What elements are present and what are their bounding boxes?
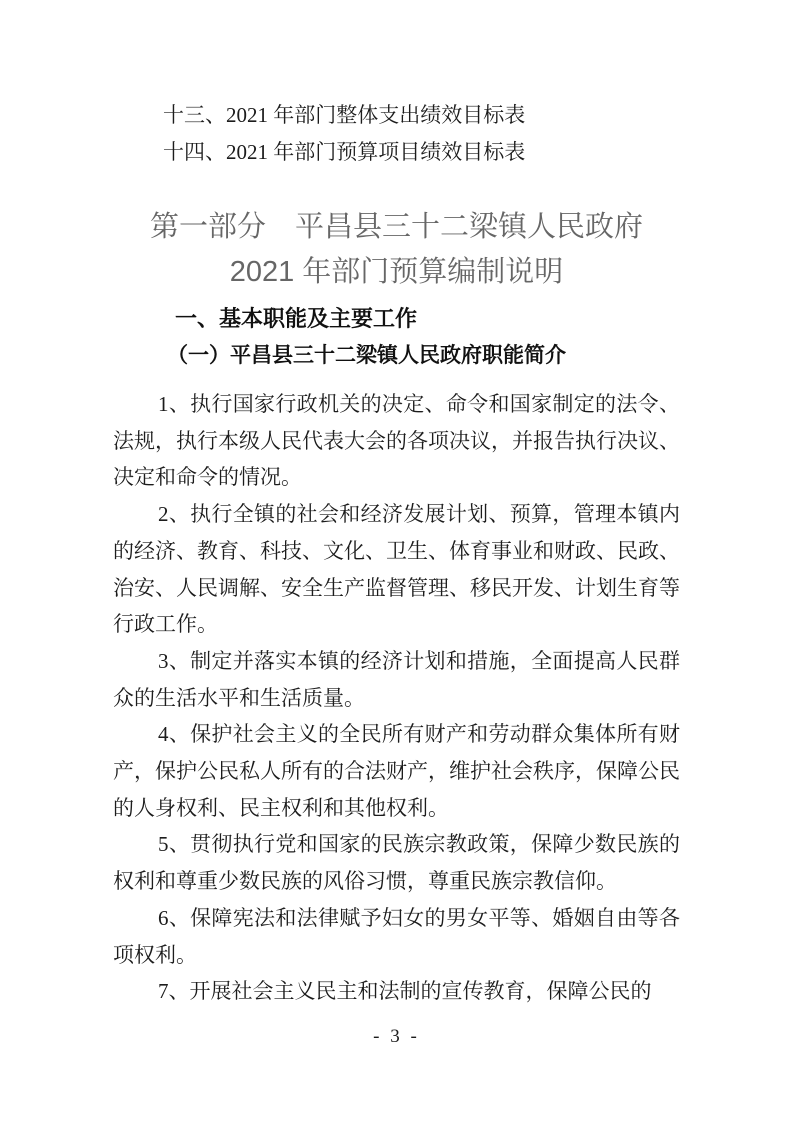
document-title-line1: 第一部分 平昌县三十二梁镇人民政府 (149, 211, 643, 243)
table-of-contents (113, 97, 680, 171)
page-number: - 3 - (373, 1026, 420, 1047)
section-heading: 一、基本职能及主要工作 (175, 306, 418, 331)
body-text (113, 386, 680, 1010)
toc-item-13: 十三、2021 年部门整体支出绩效目标表 (163, 103, 526, 127)
body-paragraph-4: 4、保护社会主义的全民所有财产和劳动群众集体所有财产，保护公民私人所有的合法财产，维护社会秩序，保障公民的人身权利、民主权利和其他权利。 (113, 722, 680, 820)
body-paragraph-5: 5、贯彻执行党和国家的民族宗教政策，保障少数民族的权利和尊重少数民族的风俗习惯，尊重民族宗教信仰。 (113, 832, 680, 894)
document-title (113, 205, 680, 295)
body-paragraph-3: 3、制定并落实本镇的经济计划和措施，全面提高人民群众的生活水平和生活质量。 (113, 648, 680, 710)
body-paragraph-6: 6、保障宪法和法律赋予妇女的男女平等、婚姻自由等各项权利。 (113, 905, 680, 967)
body-paragraph-7: 7、开展社会主义民主和法制的宣传教育，保障公民的 (158, 979, 652, 1004)
toc-item-14: 十四、2021 年部门预算项目绩效目标表 (163, 140, 526, 164)
body-paragraph-1: 1、执行国家行政机关的决定、命令和国家制定的法令、法规，执行本级人民代表大会的各项决议，并报告执行决议、决定和命令的情况。 (113, 392, 680, 490)
document-title-line2: 2021 年部门预算编制说明 (229, 256, 564, 288)
body-paragraph-2: 2、执行全镇的社会和经济发展计划、预算，管理本镇内的经济、教育、科技、文化、卫生、体育事业和财政、民政、治安、人民调解、安全生产监督管理、移民开发、计划生育等行政工作。 (113, 502, 680, 637)
sub-heading: （一）平昌县三十二梁镇人民政府职能简介 (167, 343, 566, 367)
page-content (113, 0, 680, 1010)
